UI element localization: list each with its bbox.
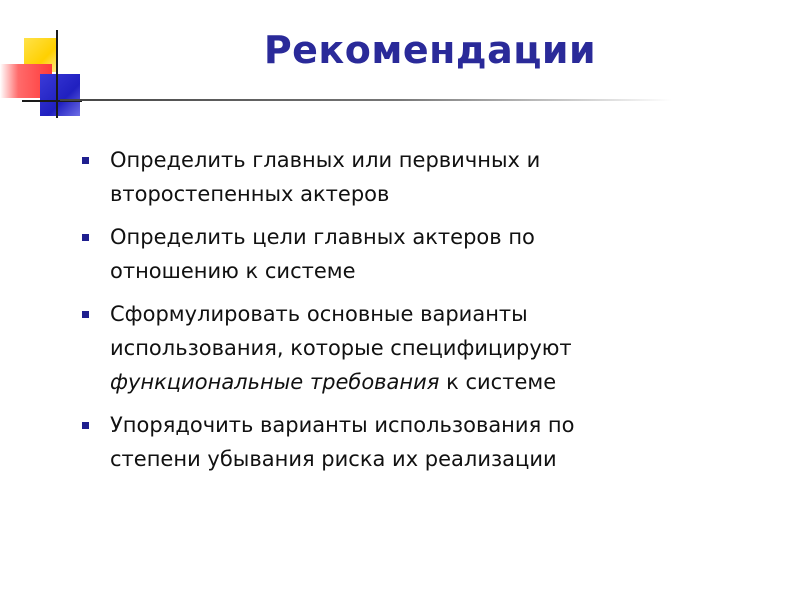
bullet-item (80, 408, 640, 476)
bullet-text: Определить цели главных актеров по отношению к системе (110, 225, 535, 283)
blue-square (40, 74, 80, 116)
bullet-square-icon (82, 157, 89, 164)
bullet-text: Сформулировать основные варианты использования, которые специфицируют (110, 302, 572, 360)
bullet-item (80, 297, 640, 399)
bullet-list (80, 143, 640, 485)
bullet-item (80, 143, 640, 211)
bullet-square-icon (82, 422, 89, 429)
bullet-item (80, 220, 640, 288)
slide-title: Рекомендации (263, 28, 597, 72)
vertical-line (56, 30, 58, 118)
bullet-square-icon (82, 311, 89, 318)
decorative-logo (0, 0, 110, 130)
title-divider (60, 99, 672, 101)
bullet-text: Упорядочить варианты использования по степени убывания риска их реализации (110, 413, 575, 471)
bullet-text-tail: к системе (446, 370, 557, 394)
bullet-text-italic: функциональные требования (110, 370, 440, 394)
bullet-text: Определить главных или первичных и второстепенных актеров (110, 148, 541, 206)
bullet-square-icon (82, 234, 89, 241)
